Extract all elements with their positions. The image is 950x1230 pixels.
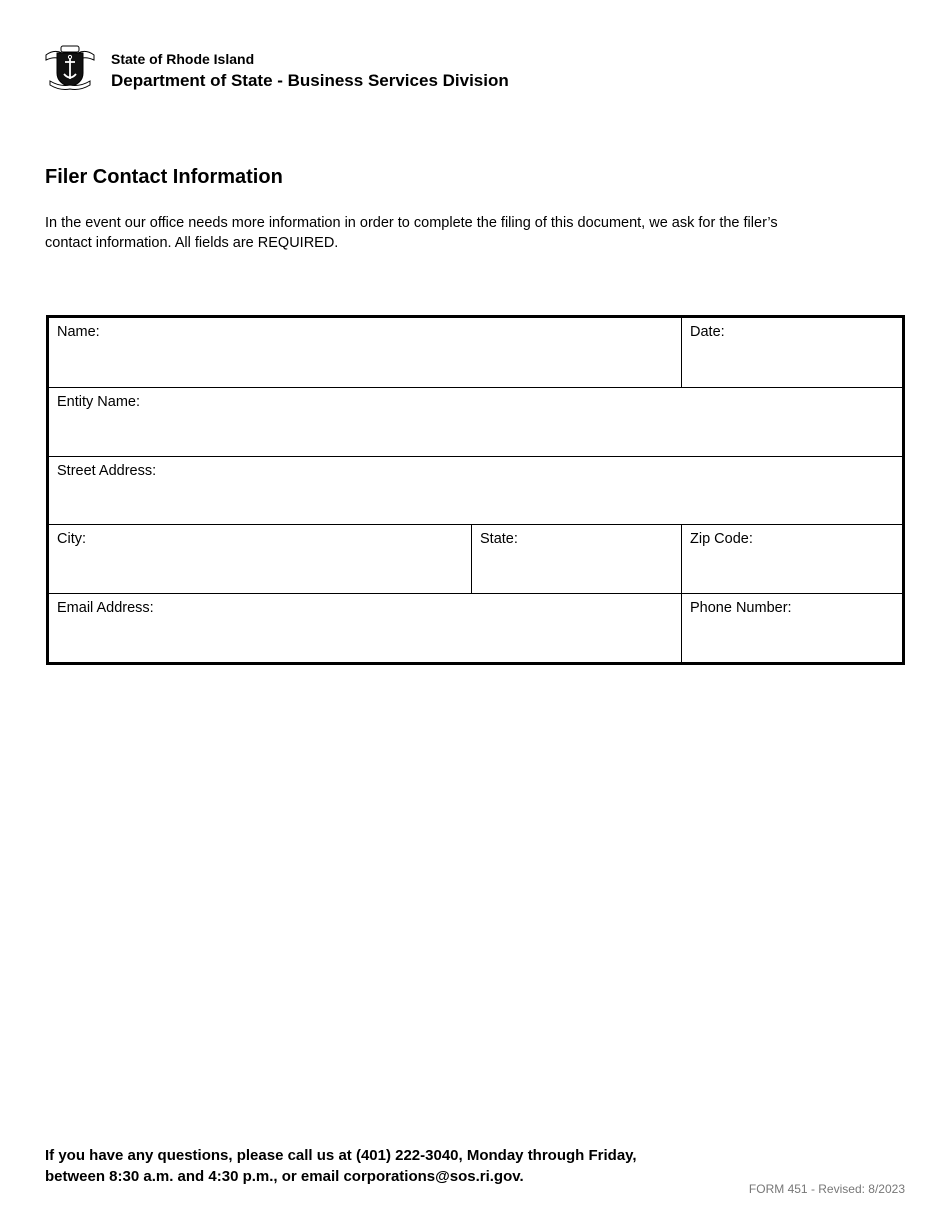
- street-address-field[interactable]: [49, 457, 902, 525]
- date-field[interactable]: [682, 318, 902, 388]
- contact-form-table: [46, 315, 905, 665]
- entity-name-label: Entity Name:: [57, 394, 140, 410]
- form-revision-label: FORM 451 - Revised: 8/2023: [748, 1182, 905, 1196]
- state-field[interactable]: [472, 525, 682, 594]
- zip-code-label: Zip Code:: [690, 531, 753, 547]
- zip-code-field[interactable]: [682, 525, 902, 594]
- email-field[interactable]: [49, 594, 682, 662]
- state-label: State:: [480, 531, 518, 547]
- date-label: Date:: [690, 324, 725, 340]
- street-address-label: Street Address:: [57, 463, 157, 479]
- email-label: Email Address:: [57, 600, 154, 616]
- city-label: City:: [57, 531, 86, 547]
- intro-text: In the event our office needs more information in order to complete the filing of this document, we ask for the filer’s contact information. All fields are REQUIRED.: [45, 215, 778, 251]
- state-seal-icon: [44, 43, 96, 93]
- name-label: Name:: [57, 324, 100, 340]
- page-title: Filer Contact Information: [45, 166, 283, 188]
- footer-contact-text: If you have any questions, please call us at (401) 222-3040, Monday through Friday, between 8:30 a.m. and 4:30 p.m., or email corporations@sos.ri.gov.: [45, 1147, 637, 1185]
- state-name: State of Rhode Island: [111, 51, 255, 67]
- city-field[interactable]: [49, 525, 472, 594]
- entity-name-field[interactable]: [49, 388, 902, 457]
- department-name: Department of State - Business Services Division: [111, 71, 509, 90]
- phone-number-label: Phone Number:: [690, 600, 792, 616]
- name-field[interactable]: [49, 318, 682, 388]
- phone-number-field[interactable]: [682, 594, 902, 662]
